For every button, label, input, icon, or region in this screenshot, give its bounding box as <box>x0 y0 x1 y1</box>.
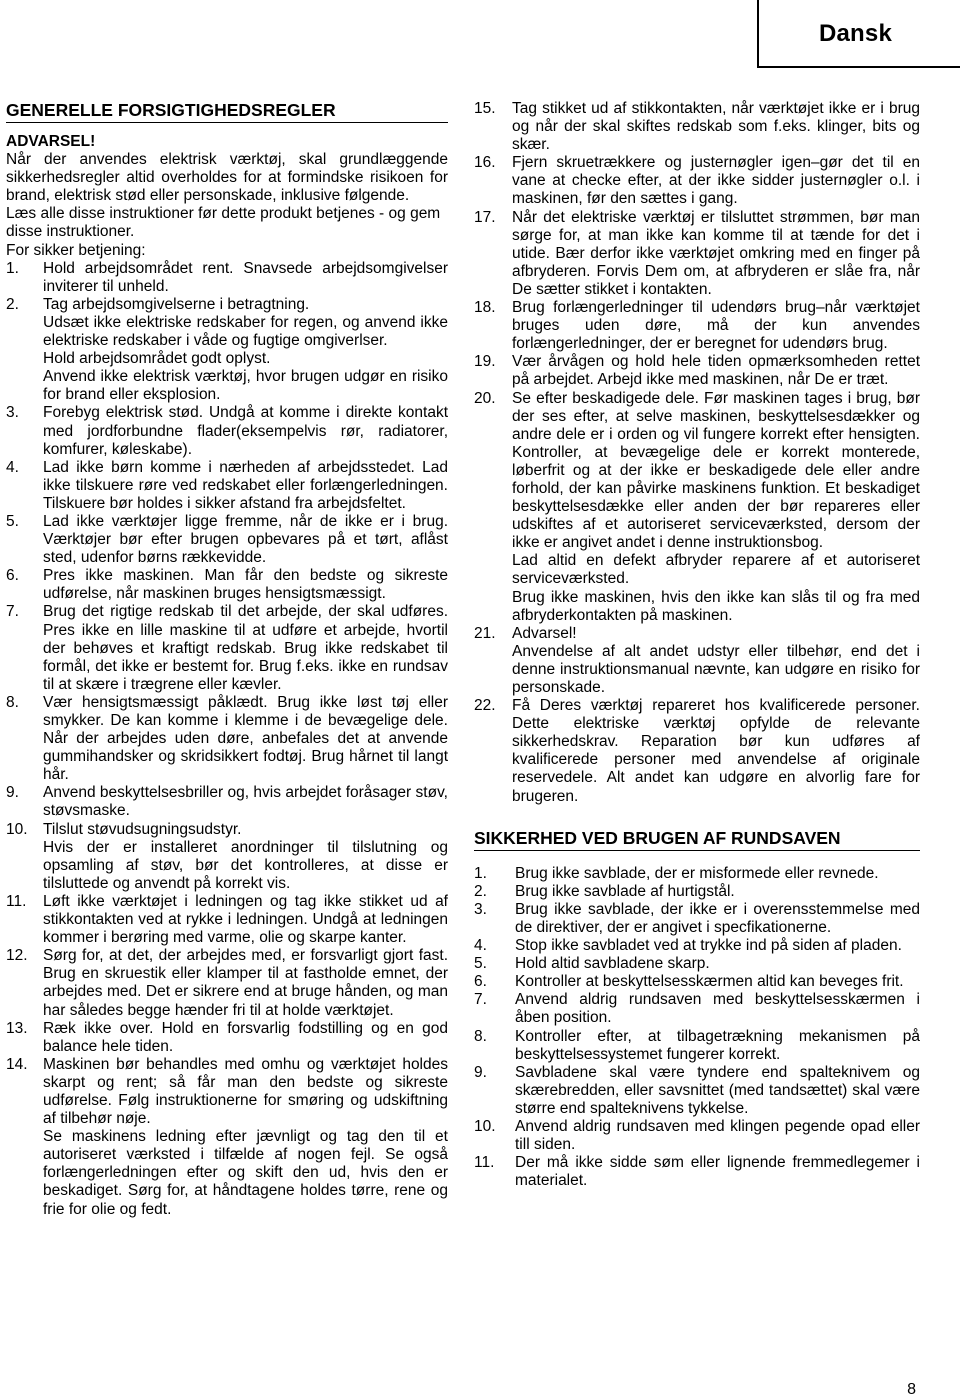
item-number: 13. <box>6 1019 28 1037</box>
item-text <box>512 100 920 154</box>
item-paragraph: Maskinen bør behandles med omhu og værktøjet holdes skarpt og rent; så får man den bedste og sikreste udførelse. Følg instruktionerne for smøring og udskiftning af tilbehør nøje. <box>43 1055 448 1128</box>
item-text <box>512 299 920 353</box>
list-item <box>6 260 448 296</box>
item-paragraph: Sørg for, at det, der arbejdes med, er forsvarligt gjort fast. Brug en skruestik eller klamper til at fastholde emnet, der arbejdes med. Det er sikrere end at bruge hånden, og man har således begge hænder fri til at holde værktøjet. <box>43 947 448 1019</box>
list-item <box>6 1056 448 1219</box>
item-number: 19. <box>474 353 496 371</box>
item-text <box>43 1020 448 1056</box>
list-item <box>6 404 448 458</box>
item-text <box>512 390 920 625</box>
item-text: Brug ikke savblade, der ikke er i overensstemmelse med de direktiver, der er angivet i specfikationerne. <box>515 900 920 936</box>
warning-label: ADVARSEL! <box>6 133 96 150</box>
item-text <box>43 459 448 513</box>
item-number: 3. <box>474 900 487 918</box>
item-paragraph: Når det elektriske værktøj er tilsluttet strømmen, bør man sørge for, at man ikke kan komme til at tænde for det i utide. Bær derfor ikke værktøjet omkring med en finger på afbryderen. Forvis Dem om, at afbryderen er slåe fra, når De sætter stikket i kontakten. <box>512 208 920 298</box>
item-text: Brug ikke savblade af hurtigstål. <box>515 882 735 900</box>
item-number: 6. <box>474 973 487 991</box>
item-paragraph: Hold arbejdsområdet godt oplyst. <box>43 350 271 368</box>
item-paragraph: Anvendelse af alt andet udstyr eller tilbehør, end det i denne instruktionsmanual nævnte, kan udgøre en risiko for personskade. <box>512 642 920 696</box>
list-item <box>474 1064 920 1118</box>
intro-paragraph: Når der anvendes elektrisk værktøj, skal grundlæggende sikkerhedsregler altid overholdes for at formindske risikoen for brand, elektrisk stød eller personskade, inklusive følgende. <box>6 151 448 205</box>
item-number: 1. <box>474 864 487 882</box>
item-paragraph: Pres ikke maskinen. Man får den bedste og sikreste udførelse, når maskinen bruges hensigtsmæssigt. <box>43 567 448 603</box>
item-number: 11. <box>6 892 27 910</box>
item-paragraph: Hvis der er installeret anordninger til tilslutning og opsamling af støv, bør det kontrolleres, at disse er tilsluttede og anvendt på korrekt vis. <box>43 838 448 892</box>
item-number: 2. <box>6 295 19 313</box>
language-label: Dansk <box>818 20 892 47</box>
item-text <box>512 154 920 208</box>
item-text <box>43 784 448 820</box>
item-text: Brug ikke savblade, der er misformede eller revnede. <box>515 864 879 882</box>
item-text <box>43 947 448 1019</box>
item-number: 12. <box>6 947 28 965</box>
item-paragraph: Forebyg elektrisk stød. Undgå at komme i direkte kontakt med jordforbundne flader(eksempelvis rør, radiatorer, komfurer, køleskabe). <box>43 404 448 458</box>
item-text: Stop ikke savbladet ved at trykke ind på siden af pladen. <box>515 937 902 955</box>
list-item <box>474 100 920 154</box>
list-item <box>474 991 920 1027</box>
list-item <box>6 513 448 567</box>
item-number: 7. <box>474 991 487 1009</box>
item-number: 15. <box>474 100 496 117</box>
item-number: 18. <box>474 299 496 317</box>
read-instructions: Læs alle disse instruktioner før dette produkt betjenes - og gem disse instruktioner. <box>6 205 441 241</box>
item-text: Hold altid savbladene skarp. <box>515 955 710 973</box>
list-item <box>6 567 448 603</box>
circular-saw-safety-heading: SIKKERHED VED BRUGEN AF RUNDSAVEN <box>474 828 920 851</box>
item-text: Kontroller efter, at tilbagetrækning mekanismen på beskyttelsessystemet fungerer korrekt. <box>515 1027 920 1063</box>
item-number: 2. <box>474 882 487 900</box>
item-text: Anvend aldrig rundsaven med klingen pegende opad eller till siden. <box>515 1117 920 1154</box>
item-number: 6. <box>6 567 19 585</box>
item-number: 3. <box>6 404 19 422</box>
list-item <box>474 154 920 208</box>
item-text <box>43 513 448 567</box>
item-text <box>43 1056 448 1219</box>
item-text <box>43 404 448 458</box>
item-number: 17. <box>474 208 496 226</box>
list-item <box>6 947 448 1019</box>
item-paragraph: Løft ikke værktøjet i ledningen og tag ikke stikket ud af stikkontakten ved at rykke i ledningen. Undgå at ledningen kommer i berøring med varme, olie og skarpe kanter. <box>43 892 448 947</box>
list-item <box>6 1020 448 1056</box>
item-paragraph: Hold arbejdsområdet rent. Snavsede arbejdsomgivelser inviterer til unheld. <box>43 259 448 295</box>
item-text <box>43 260 448 296</box>
list-item <box>474 955 920 973</box>
list-item <box>474 865 920 883</box>
list-item <box>474 901 920 937</box>
right-column <box>474 100 920 1190</box>
item-paragraph: Lad ikke værktøjer ligge fremme, når de ikke er i brug. Værktøjer bør efter brugen opbevares på et tørt, aflåst sted, udenfor børns rækkevidde. <box>43 512 448 567</box>
list-item <box>474 937 920 955</box>
item-paragraph: Se maskinens ledning efter jævnligt og tag den til et autoriseret værksted i tilfælde af nogen fejl. Se også forlængerledningen efter og skift den ud, hvis den er beskadiget. Sørg for, at håndtagene holdes tørre, rene og frie for olie og fedt. <box>43 1128 448 1218</box>
list-item <box>6 821 448 893</box>
list-item <box>6 784 448 820</box>
item-number: 14. <box>6 1055 28 1073</box>
item-paragraph: Tag arbejdsomgivelserne i betragtning. <box>43 295 310 313</box>
item-text: Savbladene skal være tyndere end spalteknivem og skærebredden, eller savsnittet (med tandsættet) skal være større end spalteknivens tykkelse. <box>515 1063 920 1117</box>
item-paragraph: Udsæt ikke elektriske redskaber for regen, og anvend ikke elektriske redskaber i våde og fugtige omgiverlser. <box>43 313 448 350</box>
left-column <box>6 100 448 1219</box>
general-rules-list-continued <box>474 100 920 806</box>
circular-saw-rules-list <box>474 865 920 1191</box>
item-paragraph: Brug det rigtige redskab til det arbejde, der skal udføres. Pres ikke en lille maskine til at udføre et arbejde, hvortil der behøves et kraftigt redskab. Brug ikke redskabet til formål, det ikke er bestemt for. Brug f.eks. ikke en rundsav til at skære i trægrene eller kævler. <box>43 603 448 693</box>
item-number: 10. <box>6 820 28 838</box>
safe-operation-label: For sikker betjening: <box>6 241 146 259</box>
list-item <box>6 893 448 947</box>
item-number: 20. <box>474 389 496 407</box>
item-number: 9. <box>6 784 19 802</box>
item-text <box>43 296 448 405</box>
item-paragraph: Tag stikket ud af stikkontakten, når værktøjet ikke er i brug og når der skal skiftes redskab som f.eks. klinger, bits og skær. <box>512 100 920 154</box>
list-item <box>474 390 920 625</box>
item-paragraph: Vær årvågen og hold hele tiden opmærksomheden rettet på arbejdet. Arbejd ikke med maskinen, når De er træt. <box>512 353 920 389</box>
item-number: 16. <box>474 154 496 172</box>
item-paragraph: Tilslut støvudsugningsudstyr. <box>43 820 242 838</box>
item-paragraph: Vær hensigtsmæssigt påklædt. Brug ikke løst tøj eller smykker. De kan komme i klemme i de bevægelige dele. Når der arbejdes uden døre, anbefales det at anvende gummihandsker og skridsikkert fodtøj. Brug hårnet til langt hår. <box>43 693 448 784</box>
item-number: 11. <box>474 1154 495 1172</box>
item-number: 4. <box>474 937 487 955</box>
list-item <box>474 353 920 389</box>
item-text <box>512 209 920 299</box>
item-paragraph: Få Deres værktøj repareret hos kvalificerede personer. Dette elektriske værktøj opfylde de relevante sikkerhedskrav. Reparation bør kun udføres af kvalificerede personer med anvendelse af originale reservedele. Alt andet kan udgøre en alvorlig fare for brugeren. <box>512 697 920 805</box>
page-number: 8 <box>907 1381 916 1398</box>
list-item <box>474 1154 920 1190</box>
list-item <box>474 1028 920 1064</box>
item-number: 4. <box>6 458 19 476</box>
list-item <box>474 299 920 353</box>
item-text <box>512 625 920 697</box>
item-number: 22. <box>474 697 496 715</box>
item-number: 8. <box>6 693 19 711</box>
item-number: 8. <box>474 1027 487 1045</box>
item-paragraph: Advarsel! <box>512 624 577 642</box>
list-item <box>474 625 920 697</box>
item-paragraph: Se efter beskadigede dele. Før maskinen tages i brug, bør der ses efter, at selve maskinen, beskyttelsesdækker og andre dele er i orden og vil fungere korrekt efter hensigten. Kontroller, at bevægelige dele er korrekt monterede, løberfrit og at der ikke er beskadigede dele eller andre forhold, der kan påvirke maskinens funktion. Et beskadiget beskyttelsesdække eller anden der bør repareres eller udskiftes af et autoriseret serviceværksted, dersom der ikke er angivet andet i denne instruktionsbog. <box>512 389 920 552</box>
list-item <box>474 209 920 299</box>
item-paragraph: Lad altid en defekt afbryder reparere af et autoriseret serviceværksted. <box>512 552 920 588</box>
item-text: Kontroller at beskyttelsesskærmen altid kan beveges frit. <box>515 973 904 991</box>
item-number: 5. <box>6 512 19 530</box>
item-number: 5. <box>474 955 487 973</box>
item-paragraph: Brug ikke maskinen, hvis den ikke kan slås til og fra med afbryderkontakten på maskinen. <box>512 588 920 624</box>
list-item <box>6 694 448 784</box>
item-paragraph: Lad ikke børn komme i nærheden af arbejdsstedet. Lad ikke tilskuere røre ved redskabet eller forlængerledningen. Tilskuere bør holdes i sikker afstand fra arbejdsfeltet. <box>43 458 448 512</box>
list-item <box>474 883 920 901</box>
item-paragraph: Anvend beskyttelsesbriller og, hvis arbejdet foråsager støv, støvsmaske. <box>43 784 448 820</box>
item-text <box>43 603 448 693</box>
list-item <box>6 603 448 693</box>
language-tab <box>757 0 960 68</box>
item-text <box>43 821 448 893</box>
item-text <box>43 567 448 603</box>
general-rules-list <box>6 260 448 1219</box>
item-number: 9. <box>474 1063 487 1081</box>
item-text <box>512 697 920 806</box>
list-item <box>6 459 448 513</box>
item-text <box>43 893 448 947</box>
item-number: 7. <box>6 603 19 621</box>
item-number: 1. <box>6 259 19 277</box>
item-text <box>512 353 920 389</box>
item-text <box>43 694 448 784</box>
list-item <box>6 296 448 405</box>
item-text: Der må ikke sidde søm eller lignende fremmedlegemer i materialet. <box>515 1154 920 1190</box>
list-item <box>474 697 920 806</box>
item-paragraph: Ræk ikke over. Hold en forsvarlig fodstilling og en god balance hele tiden. <box>43 1019 448 1055</box>
item-paragraph: Fjern skruetrækkere og justernøgler igen–gør det til en vane at checke efter, at der ikke sidder justernøgler o.l. i maskinen, før den sættes i gang. <box>512 154 920 208</box>
item-paragraph: Anvend ikke elektrisk værktøj, hvor brugen udgør en risiko for brand eller eksplosion. <box>43 368 448 404</box>
item-paragraph: Brug forlængerledninger til udendørs brug–når værktøjet bruges uden døre, må der kun anvendes forlængerledninger, der er beregnet for udendørs brug. <box>512 299 920 353</box>
general-safety-heading: GENERELLE FORSIGTIGHEDSREGLER <box>6 100 448 123</box>
list-item <box>474 1118 920 1154</box>
list-item <box>474 973 920 991</box>
item-number: 10. <box>474 1117 496 1135</box>
item-text: Anvend aldrig rundsaven med beskyttelsesskærmen i åben position. <box>515 991 920 1027</box>
item-number: 21. <box>474 624 496 642</box>
